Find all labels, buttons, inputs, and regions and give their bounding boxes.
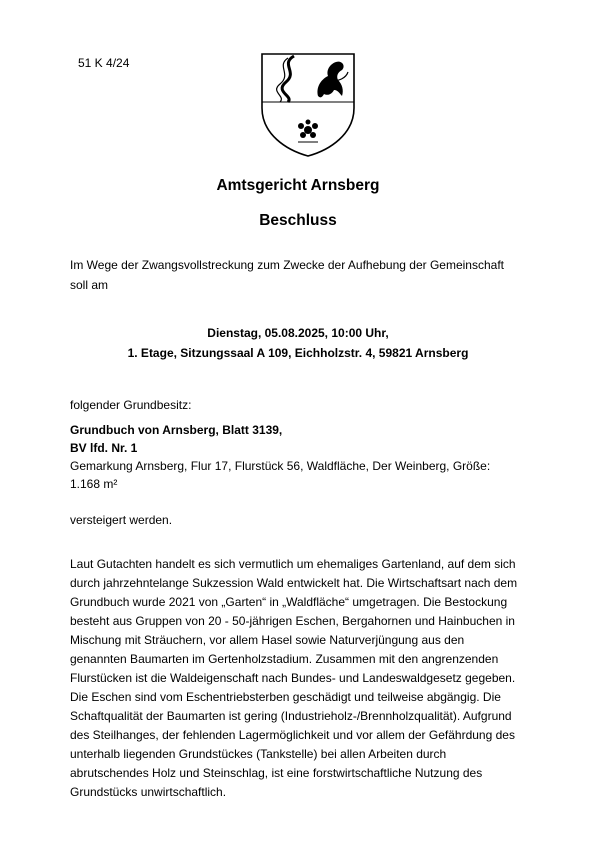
paragraph-line: des Steilhanges, der fehlenden Lagermöglichkeit und vor allem der Gefährdung des [70, 728, 515, 742]
property-details: Gemarkung Arnsberg, Flur 17, Flurstück 56, Waldfläche, Der Weinberg, Größe: [70, 459, 491, 473]
intro-line: Im Wege der Zwangsvollstreckung zum Zwecke der Aufhebung der Gemeinschaft [70, 258, 504, 272]
auction-statement: versteigert werden. [70, 513, 173, 527]
paragraph-line: Mischung mit Sträuchern, vor allem Hasel sowie Naturverjüngung aus den [70, 633, 465, 647]
intro-line: soll am [70, 278, 109, 292]
paragraph-line: Laut Gutachten handelt es sich vermutlich um ehemaliges Gartenland, auf dem sich [70, 557, 516, 571]
paragraph-line: Grundstücks unwirtschaftlich. [70, 785, 227, 799]
appointment-location: 1. Etage, Sitzungssaal A 109, Eichholzstr. 4, 59821 Arnsberg [127, 346, 469, 360]
file-number: 51 K 4/24 [78, 56, 130, 70]
paragraph-line: besteht aus Gruppen von 20 - 50-jährigen Eschen, Bergahornen und Hainbuchen in [70, 614, 515, 628]
document-title: Beschluss [259, 212, 337, 229]
paragraph-line: Schaftqualität der Baumarten ist gering (Industrieholz-/Brennholzqualität). Aufgrund [70, 709, 512, 723]
land-register: Grundbuch von Arnsberg, Blatt 3139, [70, 423, 283, 437]
property-size: 1.168 m² [70, 477, 118, 491]
paragraph-line: abrutschendes Holz und Steinschlag, ist eine forstwirtschaftliche Nutzung des [70, 766, 483, 780]
paragraph-line: Grundbuch wurde 2021 von „Garten“ in „Waldfläche“ umgetragen. Die Bestockung [70, 595, 508, 609]
intro-text [70, 255, 504, 295]
appointment-date: Dienstag, 05.08.2025, 10:00 Uhr, [207, 326, 389, 340]
court-name: Amtsgericht Arnsberg [216, 177, 380, 194]
coat-of-arms-emblem [258, 50, 358, 158]
paragraph-line: durch jahrzehntelange Sukzession Wald entwickelt hat. Die Wirtschaftsart nach dem [70, 576, 518, 590]
paragraph-line: Flurstücken ist die Waldeigenschaft nach Bundes- und Landeswaldgesetz gegeben. [70, 671, 516, 685]
paragraph-line: genannten Baumarten im Gertenholzstadium. Zusammen mit den angrenzenden [70, 652, 499, 666]
property-label: folgender Grundbesitz: [70, 398, 192, 412]
bv-number: BV lfd. Nr. 1 [70, 441, 138, 455]
appraisal-paragraph [70, 555, 530, 802]
paragraph-line: unterhalb liegenden Grundstückes (Tankstelle) bei allen Arbeiten durch [70, 747, 447, 761]
paragraph-line: Die Eschen sind vom Eschentriebsterben geschädigt und teilweise abgängig. Die [70, 690, 501, 704]
